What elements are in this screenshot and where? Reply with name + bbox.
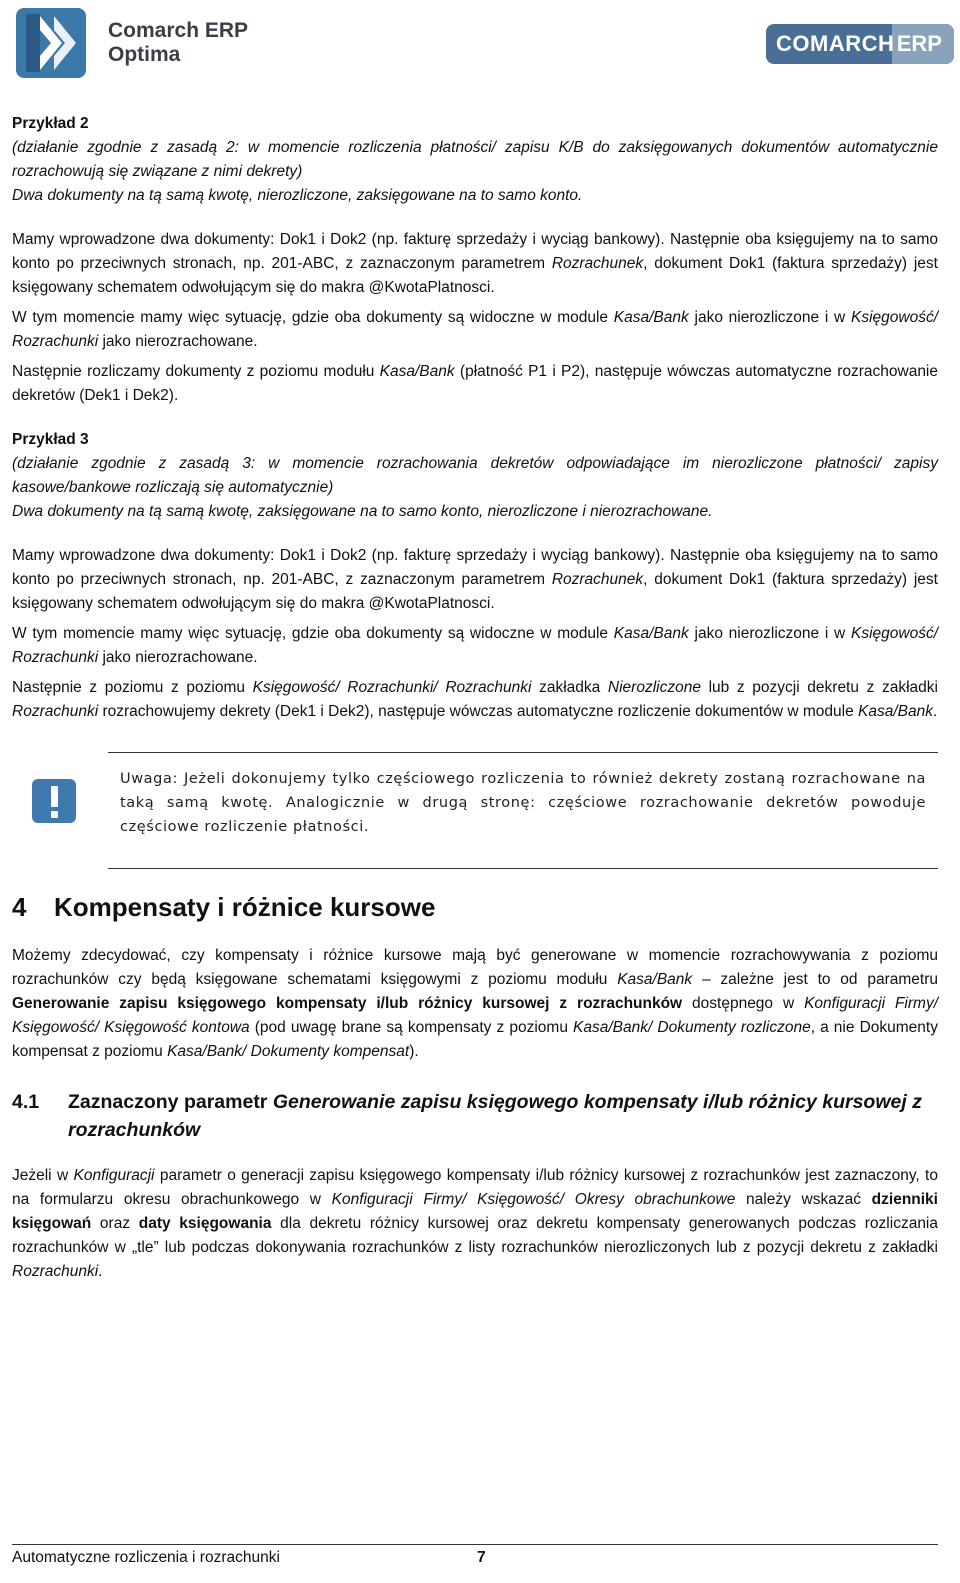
text-run: Mamy wprowadzone dwa dokumenty: Dok1 i Dok2 (np. fakturę sprzedaży i wyciąg bankowy). Następnie oba księgujemy na to samo konto po przeciwnych stronach, np. 201-ABC, z zaznaczonym parametrem	[12, 231, 938, 272]
text-run-italic: Kasa/Bank	[613, 625, 689, 642]
text-run-italic: Kasa/Bank	[858, 703, 933, 720]
text-run: – zależne jest to od parametru	[692, 971, 938, 988]
example3-rule-lead: (działanie zgodnie z zasadą 3	[12, 455, 251, 472]
text-run: Jeżeli w	[12, 1167, 74, 1184]
example2-title: Przykład 2	[12, 115, 89, 132]
text-run: Możemy zdecydować, czy kompensaty i różnice kursowe mają być generowane w momencie rozrachowywania z poziomu rozrachunków czy będą księgowane schematami księgowymi z poziomu modułu	[12, 947, 938, 988]
text-run-italic: Kasa/Bank	[613, 309, 689, 326]
text-run: dostępnego w	[682, 995, 805, 1012]
page-number: 7	[477, 1549, 486, 1566]
text-run-italic: Nierozliczone	[607, 679, 701, 696]
section-4-1-number: 4.1	[12, 1091, 40, 1113]
text-run: (płatność P1 i P2), następuje wówczas automatyczne rozrachowanie dekretów (Dek1 i Dek2).	[12, 363, 938, 404]
exclamation-icon	[30, 777, 78, 825]
text-run: jako nierozrachowane.	[98, 649, 258, 666]
page-footer	[12, 1544, 938, 1566]
brand-name-line2: Optima	[108, 43, 181, 66]
badge-erp-text: ERP	[896, 31, 942, 56]
text-run: .	[932, 703, 938, 720]
text-run-italic: Księgowość/ Rozrachunki	[12, 625, 938, 666]
text-run-bold: dzienniki księgowań	[12, 1191, 938, 1232]
text-run: należy wskazać	[735, 1191, 872, 1208]
text-run-italic: Kasa/Bank	[379, 363, 455, 380]
example2-scenario: Dwa dokumenty na tą samą kwotę, nierozliczone, zaksięgowane na to samo konto.	[12, 187, 583, 204]
text-run: jako nierozrachowane.	[98, 333, 258, 350]
example3-rule-body: : w momencie rozrachowania dekretów odpowiadające im nierozliczone płatności/ zapisy kasowe/bankowe rozliczają się automatycznie)	[12, 455, 938, 496]
text-run: jako nierozliczone i w	[688, 309, 851, 326]
text-run-italic: Rozrachunki	[12, 1263, 99, 1280]
text-run-bold: Generowanie zapisu księgowego kompensaty i/lub różnicy kursowej z rozrachunków	[12, 995, 683, 1012]
text-run-italic: Kasa/Bank	[617, 971, 693, 988]
section-4-paragraph	[12, 944, 938, 1064]
text-run: , a nie Dokumenty kompensat z poziomu	[12, 1019, 938, 1060]
section-4-1-paragraph	[12, 1164, 938, 1284]
section-4-title: Kompensaty i różnice kursowe	[54, 892, 436, 922]
comarch-erp-badge	[766, 24, 954, 64]
footer-document-title: Automatyczne rozliczenia i rozrachunki	[12, 1549, 280, 1566]
text-run: Mamy wprowadzone dwa dokumenty: Dok1 i Dok2 (np. fakturę sprzedaży i wyciąg bankowy). Następnie oba księgujemy na to samo konto po przeciwnych stronach, np. 201-ABC, z zaznaczonym parametrem	[12, 547, 938, 588]
example3-paragraph-2	[12, 622, 938, 670]
example3-paragraph-1	[12, 544, 938, 616]
example2-rule	[12, 136, 938, 184]
text-run-italic: Rozrachunek	[551, 255, 644, 272]
text-run: W tym momencie mamy więc sytuację, gdzie oba dokumenty są widoczne w module	[12, 309, 614, 326]
example3-rule	[12, 452, 938, 500]
example2-paragraph-3	[12, 360, 938, 408]
comarch-erp-optima-logo	[14, 6, 254, 80]
text-run: zakładka	[531, 679, 608, 696]
text-run-italic: Rozrachunki	[12, 703, 99, 720]
text-run: oraz	[91, 1215, 139, 1232]
text-run-italic: Konfiguracji	[73, 1167, 155, 1184]
text-run-italic: Konfiguracji Firmy/ Księgowość/ Księgowość kontowa	[12, 995, 938, 1036]
page-header	[0, 0, 960, 86]
text-run-bold: daty księgowania	[138, 1215, 272, 1232]
example2-paragraph-1	[12, 228, 938, 300]
text-run-italic: Rozrachunek	[551, 571, 644, 588]
text-run-italic: Kasa/Bank/ Dokumenty rozliczone	[573, 1019, 811, 1036]
text-run: Następnie z poziomu z poziomu	[12, 679, 253, 696]
text-run: , dokument Dok1 (faktura sprzedaży) jest księgowany schematem odwołującym się do makra @KwotaPlatnosci.	[12, 255, 938, 296]
text-run: jako nierozliczone i w	[688, 625, 851, 642]
text-run-italic: Kasa/Bank/ Dokumenty kompensat	[167, 1043, 410, 1060]
section-4-number: 4	[12, 892, 27, 922]
text-run-italic: Księgowość/ Rozrachunki	[12, 309, 938, 350]
text-run: , dokument Dok1 (faktura sprzedaży) jest księgowany schematem odwołującym się do makra @KwotaPlatnosci.	[12, 571, 938, 612]
example3-scenario: Dwa dokumenty na tą samą kwotę, zaksięgowane na to samo konto, nierozliczone i nierozrachowane.	[12, 503, 713, 520]
note-top-rule	[108, 752, 938, 753]
text-run: dla dekretu różnicy kursowej oraz dekretu kompensaty generowanych podczas rozliczania rozrachunków w „tle” lub podczas dokonywania rozrachunków z listy rozrachunków nierozliczonych lub z pozycji dekretu z zakładki	[12, 1215, 938, 1256]
warning-note	[12, 752, 938, 872]
badge-comarch-text: COMARCH	[776, 31, 895, 56]
text-run: parametr o generacji zapisu księgowego kompensaty i/lub różnicy kursowej z rozrachunków jest zaznaczony, to na formularzu okresu obrachunkowego w	[12, 1167, 938, 1208]
comarch-logo-mark-icon	[14, 6, 88, 80]
text-run-italic: Księgowość/ Rozrachunki/ Rozrachunki	[252, 679, 532, 696]
heading-run-italic: Generowanie zapisu księgowego kompensaty i/lub różnicy kursowej z rozrachunków	[68, 1091, 922, 1141]
section-4-1-heading	[12, 1088, 938, 1144]
heading-run: Zaznaczony parametr	[68, 1091, 273, 1113]
example2-paragraph-2	[12, 306, 938, 354]
brand-name-line1: Comarch ERP	[108, 19, 249, 42]
example3-paragraph-3	[12, 676, 938, 724]
section-4-heading	[12, 890, 938, 924]
text-run: Następnie rozliczamy dokumenty z poziomu modułu	[12, 363, 380, 380]
text-run: rozrachowujemy dekrety (Dek1 i Dek2), następuje wówczas automatyczne rozliczenie dokumentów w module	[98, 703, 858, 720]
text-run: (pod uwagę brane są kompensaty z poziomu	[249, 1019, 574, 1036]
example2-rule-lead: (działanie zgodnie z zasadą 2:	[12, 139, 248, 156]
text-run: .	[98, 1263, 103, 1280]
text-run: ).	[409, 1043, 419, 1060]
text-run: lub z pozycji dekretu z zakładki	[700, 679, 938, 696]
text-run-italic: Konfiguracji Firmy/ Księgowość/ Okresy obrachunkowe	[331, 1191, 736, 1208]
document-body	[12, 112, 938, 1284]
example3-title: Przykład 3	[12, 431, 89, 448]
section-4-1-title	[68, 1088, 938, 1144]
text-run: W tym momencie mamy więc sytuację, gdzie oba dokumenty są widoczne w module	[12, 625, 614, 642]
note-text: Uwaga: Jeżeli dokonujemy tylko częściowego rozliczenia to również dekrety zostaną rozrachowane na taką samą kwotę. Analogicznie w drugą stronę: częściowe rozrachowanie dekretów powoduje częściowe rozliczenie płatności.	[120, 771, 926, 835]
note-bottom-rule	[108, 868, 938, 869]
example2-rule-body: w momencie rozliczenia płatności/ zapisu K/B do zaksięgowanych dokumentów automatycznie rozrachowują się związane z nimi dekrety)	[12, 139, 938, 180]
